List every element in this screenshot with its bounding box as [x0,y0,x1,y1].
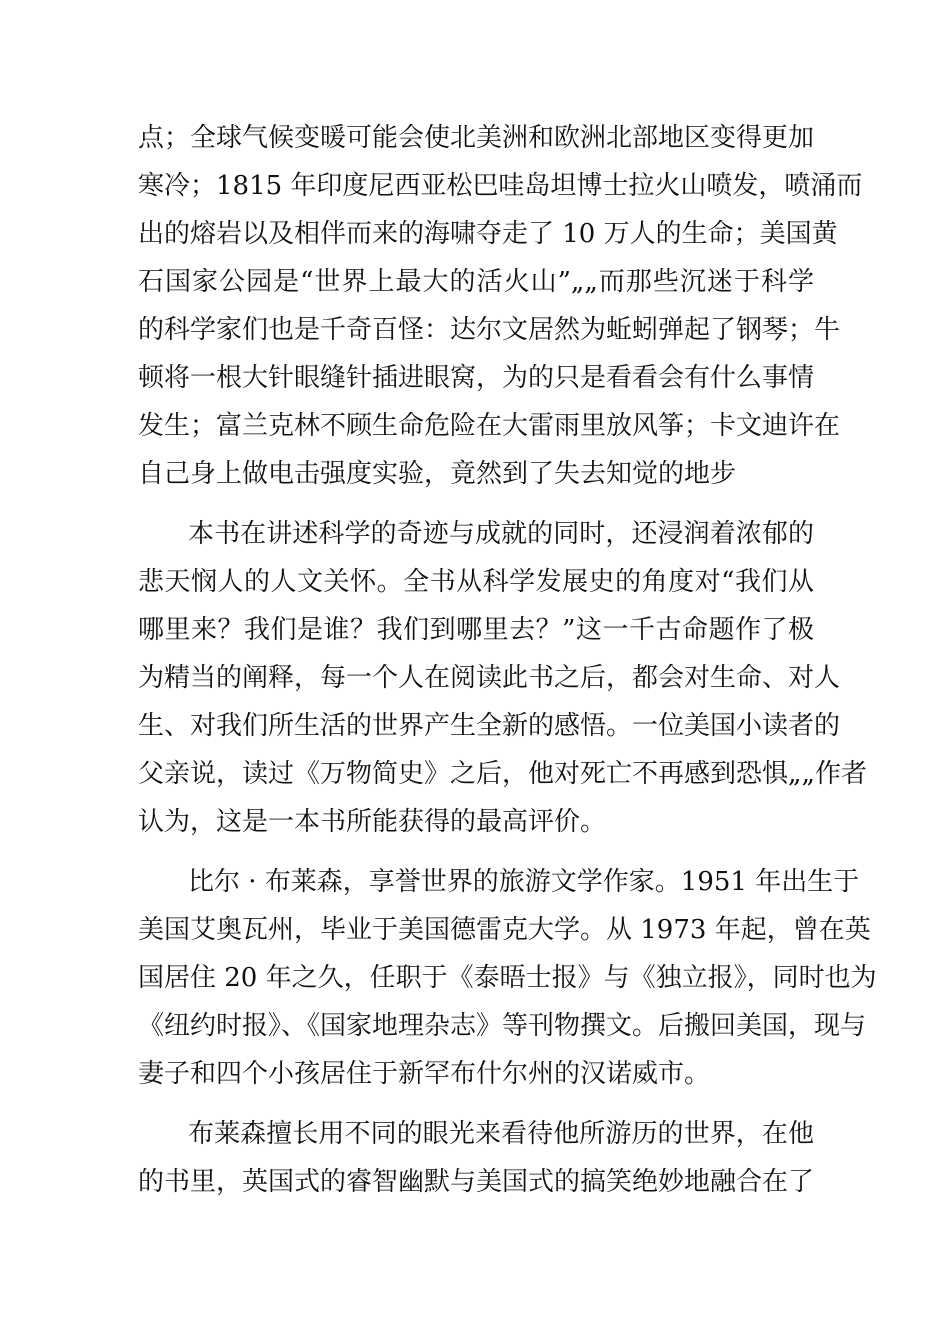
text-line: 认为，这是一本书所能获得的最高评价。 [138,807,607,837]
text-line: 美国艾奥瓦州，毕业于美国德雷克大学。从 1973 年起，曾在英 [138,915,871,945]
text-line: 的书里，英国式的睿智幽默与美国式的搞笑绝妙地融合在了 [138,1167,815,1197]
text-line: 国居住 20 年之久，任职于《泰晤士报》与《独立报》，同时也为 [138,963,877,993]
text-line: 《纽约时报》、《国家地理杂志》等刊物撰文。后搬回美国，现与 [138,1011,867,1041]
text-line: 哪里来？我们是谁？我们到哪里去？”这一千古命题作了极 [138,615,814,645]
text-line: 出的熔岩以及相伴而来的海啸夺走了 10 万人的生命；美国黄 [138,219,838,249]
text-line: 父亲说，读过《万物简史》之后，他对死亡不再感到恐惧„„作者 [138,759,867,789]
text-line: 发生；富兰克林不顾生命危险在大雷雨里放风筝；卡文迪许在 [138,411,841,441]
text-line: 妻子和四个小孩居住于新罕布什尔州的汉诺威市。 [138,1059,711,1089]
text-line: 为精当的阐释，每一个人在阅读此书之后，都会对生命、对人 [138,663,841,693]
text-line: 悲天悯人的人文关怀。全书从科学发展史的角度对“我们从 [138,567,814,597]
text-line: 生、对我们所生活的世界产生全新的感悟。一位美国小读者的 [138,711,841,741]
text-line: 顿将一根大针眼缝针插进眼窝，为的只是看看会有什么事情 [138,363,815,393]
text-line: 的科学家们也是千奇百怪：达尔文居然为蚯蚓弹起了钢琴；牛 [138,315,841,345]
text-line: 石国家公园是“世界上最大的活火山”„„而那些沉迷于科学 [138,267,814,297]
text-line: 寒冷；1815 年印度尼西亚松巴哇岛坦博士拉火山喷发，喷涌而 [138,171,863,201]
text-line: 布莱森擅长用不同的眼光来看待他所游历的世界，在他 [188,1119,814,1149]
text-line: 本书在讲述科学的奇迹与成就的同时，还浸润着浓郁的 [188,519,814,549]
text-line: 比尔 · 布莱森，享誉世界的旅游文学作家。1951 年出生于 [188,867,860,897]
text-line: 点；全球气候变暖可能会使北美洲和欧洲北部地区变得更加 [138,123,815,153]
text-line: 自己身上做电击强度实验，竟然到了失去知觉的地步 [138,459,737,489]
